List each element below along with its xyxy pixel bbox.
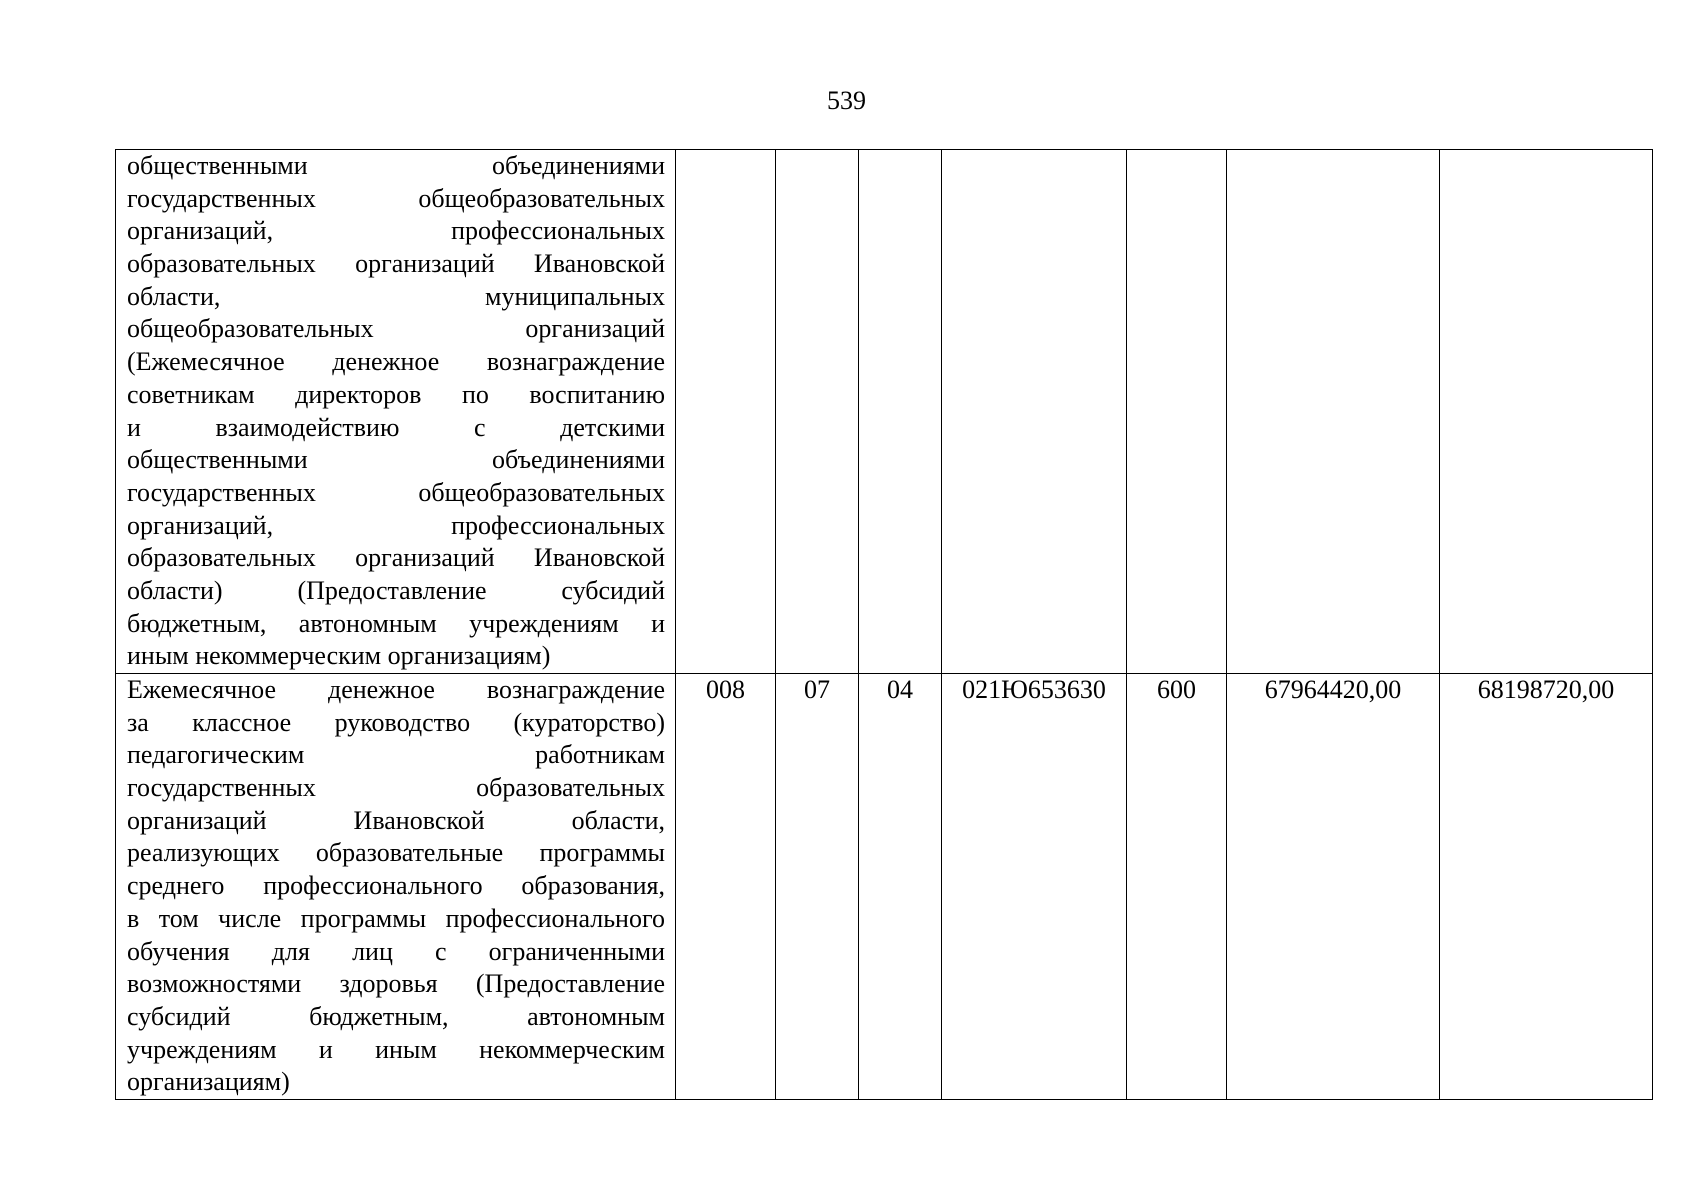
section-code-cell [776,150,859,674]
row-description [116,674,676,1100]
description-line: государственных общеобразовательных [127,183,665,213]
description-line: обучения для лиц с ограниченными [127,936,665,966]
amount-2-cell [1440,150,1653,674]
description-line: общеобразовательных организаций [127,314,665,344]
description-line: организаций, профессиональных [127,510,665,540]
description-line: и взаимодействию с детскими [127,412,665,442]
page-number: 539 [827,86,866,115]
row-description [116,150,676,674]
expense-type-cell: 600 [1127,674,1227,1100]
target-article-cell: 021Ю653630 [942,674,1127,1100]
description-line: в том числе программы профессионального [127,903,665,933]
expense-type-cell [1127,150,1227,674]
description-line: иным некоммерческим организациям) [127,641,551,671]
description-line: учреждениям и иным некоммерческим [127,1034,665,1064]
ministry-code-cell: 008 [676,674,776,1100]
description-line: педагогическим работникам [127,740,665,770]
description-line: образовательных организаций Ивановской [127,543,665,573]
section-code-cell: 07 [776,674,859,1100]
ministry-code-cell [676,150,776,674]
description-line: организаций Ивановской области, [127,805,665,835]
description-line: области, муниципальных [127,281,665,311]
budget-table [115,149,1653,1100]
description-line: за классное руководство (кураторство) [127,707,665,737]
description-line: советникам директоров по воспитанию [127,379,665,409]
amount-1-cell: 67964420,00 [1227,674,1440,1100]
description-line: организаций, профессиональных [127,216,665,246]
target-article-cell [942,150,1127,674]
description-line: Ежемесячное денежное вознаграждение [127,675,665,704]
description-line: области) (Предоставление субсидий [127,575,665,605]
description-line: общественными объединениями [127,151,665,180]
description-line: (Ежемесячное денежное вознаграждение [127,347,665,377]
description-line: образовательных организаций Ивановской [127,249,665,279]
description-line: государственных общеобразовательных [127,477,665,507]
subsection-code-cell [859,150,942,674]
description-line: бюджетным, автономным учреждениям и [127,608,665,638]
subsection-code-cell: 04 [859,674,942,1100]
amount-2-cell: 68198720,00 [1440,674,1653,1100]
description-line: реализующих образовательные программы [127,838,665,868]
description-line: государственных образовательных [127,773,665,803]
description-line: организациям) [127,1067,290,1097]
description-line: среднего профессионального образования, [127,871,665,901]
description-line: субсидий бюджетным, автономным [127,1001,665,1031]
description-line: возможностями здоровья (Предоставление [127,969,665,999]
table-row [116,674,1653,1100]
description-line: общественными объединениями [127,445,665,475]
amount-1-cell [1227,150,1440,674]
table-row [116,150,1653,674]
